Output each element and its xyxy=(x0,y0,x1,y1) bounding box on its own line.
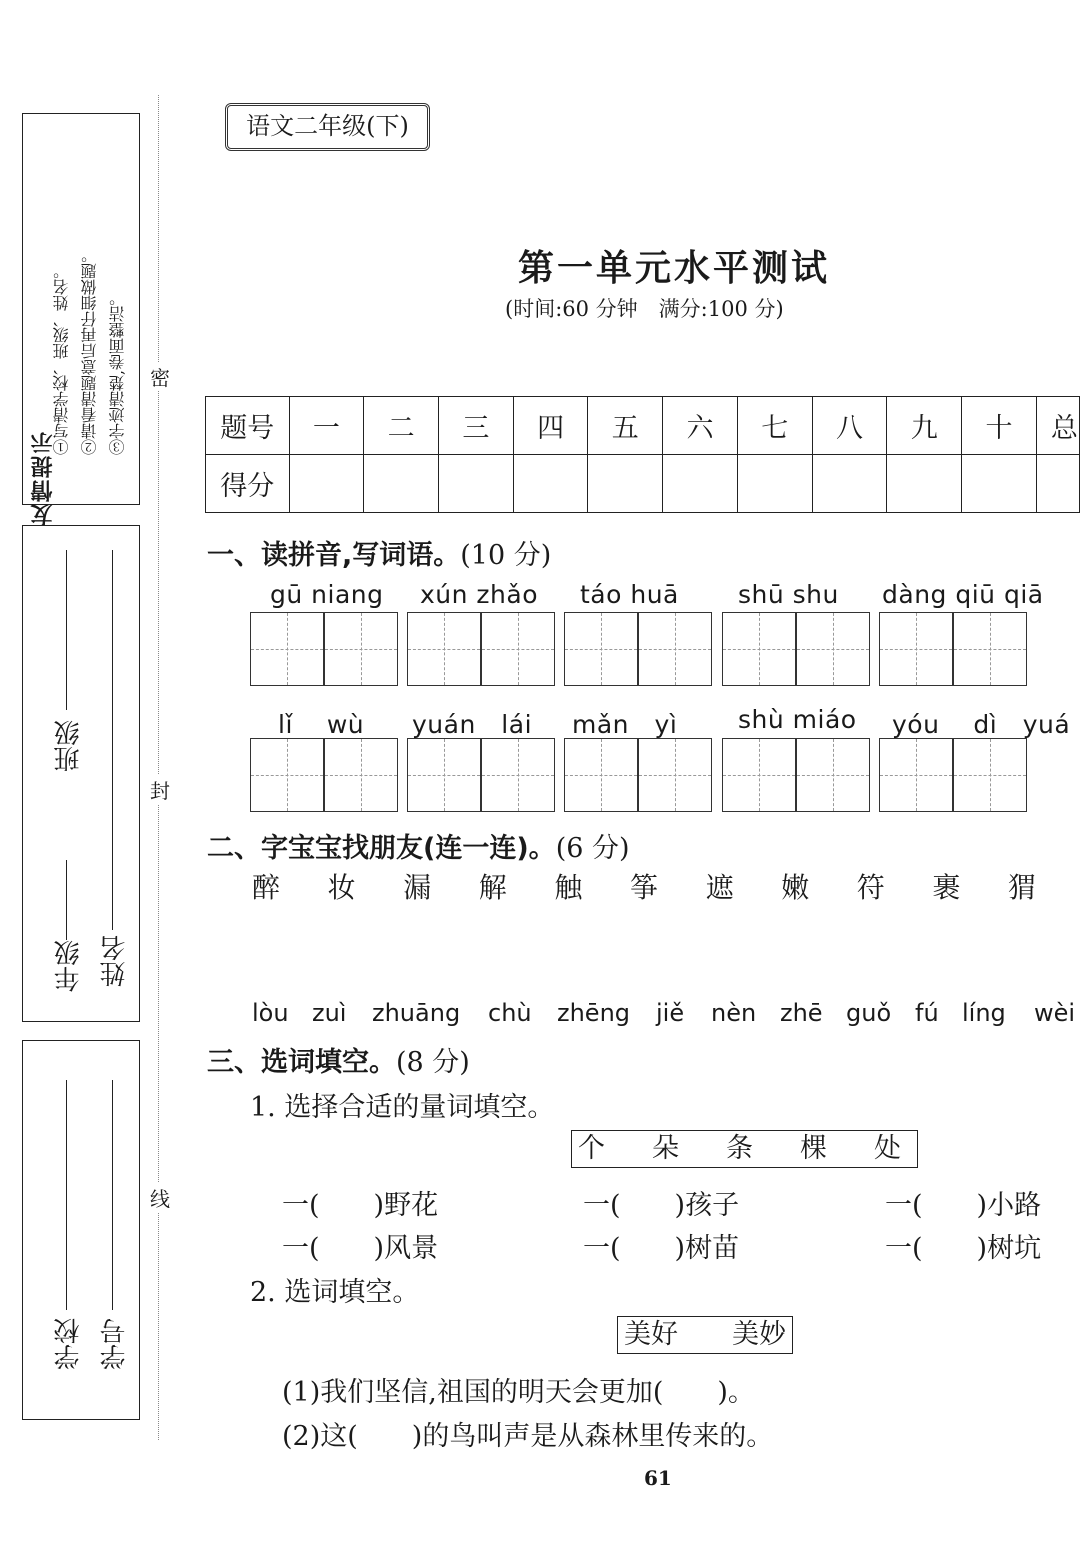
section1-title xyxy=(207,533,551,572)
pinyin-r2-2: mǎn yì xyxy=(572,710,678,739)
tip-3: ③字迹清楚,卷面整洁。 xyxy=(108,289,127,455)
writing-cell[interactable] xyxy=(722,612,796,686)
writing-cell[interactable] xyxy=(564,612,638,686)
score-cell[interactable] xyxy=(962,455,1037,513)
score-cell[interactable] xyxy=(289,455,364,513)
pinyin-r1-0: gū niang xyxy=(270,580,384,609)
match-pinyin[interactable]: jiě xyxy=(656,999,685,1027)
match-pinyin[interactable]: zhuāng xyxy=(372,999,461,1027)
header-tag-text: 语文二年级(下) xyxy=(246,112,409,140)
seal-mi: 密 xyxy=(150,362,170,391)
section3-q2-options: 美好 美妙 xyxy=(617,1316,793,1354)
school-line xyxy=(66,1080,67,1310)
match-char[interactable]: 解 xyxy=(478,871,507,904)
match-char[interactable]: 嫩 xyxy=(781,871,810,904)
score-col: 五 xyxy=(588,397,663,455)
header-tag xyxy=(225,103,430,151)
page-number: 61 xyxy=(644,1466,672,1490)
match-char[interactable]: 筝 xyxy=(630,871,659,904)
writing-cell[interactable] xyxy=(953,738,1027,812)
score-cell[interactable] xyxy=(812,455,887,513)
score-cell[interactable] xyxy=(737,455,812,513)
score-cell[interactable] xyxy=(588,455,663,513)
score-cell[interactable] xyxy=(1036,455,1079,513)
fill-item-2[interactable]: (2)这( )的鸟叫声是从森林里传来的。 xyxy=(282,1421,774,1452)
seal-xian: 线 xyxy=(150,1183,170,1212)
number-line xyxy=(112,1080,113,1310)
writing-cell[interactable] xyxy=(879,612,953,686)
pinyin-r1-1: xún zhǎo xyxy=(420,580,539,609)
grade-line xyxy=(66,860,67,940)
match-char[interactable]: 裹 xyxy=(932,871,961,904)
writing-cell[interactable] xyxy=(407,738,481,812)
score-table-header-row xyxy=(206,397,1080,455)
score-col: 四 xyxy=(513,397,588,455)
measure-item-3[interactable]: 一( )小路 xyxy=(885,1190,1042,1221)
score-cell[interactable] xyxy=(438,455,513,513)
score-col: 九 xyxy=(887,397,962,455)
measure-item-5[interactable]: 一( )树苗 xyxy=(583,1233,740,1264)
seal-dotted-line xyxy=(158,95,159,1440)
match-pinyin[interactable]: líng xyxy=(962,999,1006,1027)
class-line xyxy=(66,550,67,710)
school-label: 学校 xyxy=(54,1318,84,1370)
section3-title xyxy=(207,1040,470,1079)
section3-points: (8 分) xyxy=(396,1047,470,1078)
score-cell[interactable] xyxy=(663,455,738,513)
score-table-row2-label: 得分 xyxy=(206,455,290,513)
fill-item-1[interactable]: (1)我们坚信,祖国的明天会更加( )。 xyxy=(282,1377,755,1408)
writing-cell[interactable] xyxy=(638,738,712,812)
match-char[interactable]: 符 xyxy=(856,871,885,904)
section3-q2-title: 2. 选词填空。 xyxy=(250,1277,420,1308)
score-col: 三 xyxy=(438,397,513,455)
grade-label: 年级 xyxy=(54,940,84,992)
score-cell[interactable] xyxy=(887,455,962,513)
seal-feng: 封 xyxy=(150,775,170,804)
match-char[interactable]: 漏 xyxy=(403,871,432,904)
pinyin-r2-1: yuán lái xyxy=(412,710,533,739)
match-pinyin[interactable]: fú xyxy=(915,999,939,1027)
writing-cell[interactable] xyxy=(407,612,481,686)
pinyin-r1-4: dàng qiū qiā xyxy=(882,580,1044,609)
page-title: 第一单元水平测试 xyxy=(518,248,831,289)
section1-points: (10 分) xyxy=(460,540,552,571)
writing-cell[interactable] xyxy=(722,738,796,812)
writing-cell[interactable] xyxy=(250,612,324,686)
match-pinyin[interactable]: zuì xyxy=(312,999,347,1027)
measure-item-6[interactable]: 一( )树坑 xyxy=(885,1233,1042,1264)
pinyin-r1-3: shū shu xyxy=(738,580,839,609)
writing-cell[interactable] xyxy=(953,612,1027,686)
match-pinyin[interactable]: wèi xyxy=(1034,999,1076,1027)
writing-cell[interactable] xyxy=(796,738,870,812)
pinyin-r1-2: táo huā xyxy=(580,580,679,609)
score-col: 一 xyxy=(289,397,364,455)
match-char[interactable]: 妆 xyxy=(327,871,356,904)
score-col: 七 xyxy=(737,397,812,455)
score-table xyxy=(205,396,1080,513)
writing-cell[interactable] xyxy=(324,612,398,686)
score-col: 二 xyxy=(364,397,439,455)
match-pinyin[interactable]: zhē xyxy=(780,999,823,1027)
writing-cell[interactable] xyxy=(796,612,870,686)
writing-cell[interactable] xyxy=(481,738,555,812)
measure-item-1[interactable]: 一( )野花 xyxy=(282,1190,439,1221)
tips-title: 友情提示 xyxy=(31,430,56,526)
name-label: 姓名 xyxy=(100,935,130,987)
score-cell[interactable] xyxy=(364,455,439,513)
section3-q1-title: 1. 选择合适的量词填空。 xyxy=(250,1092,555,1123)
score-table-row1-label: 题号 xyxy=(206,397,290,455)
match-char[interactable]: 触 xyxy=(554,871,583,904)
match-char[interactable]: 醉 xyxy=(252,871,281,904)
section3-q1-options: 个 朵 条 棵 处 xyxy=(571,1130,918,1168)
match-pinyin[interactable]: guǒ xyxy=(846,999,892,1027)
writing-cell[interactable] xyxy=(564,738,638,812)
section3-title-text: 三、选词填空。 xyxy=(207,1047,396,1078)
measure-item-4[interactable]: 一( )风景 xyxy=(282,1233,439,1264)
score-table-score-row xyxy=(206,455,1080,513)
measure-item-2[interactable]: 一( )孩子 xyxy=(583,1190,740,1221)
match-pinyin[interactable]: zhēng xyxy=(557,999,631,1027)
match-pinyin[interactable]: nèn xyxy=(711,999,757,1027)
match-pinyin[interactable]: chù xyxy=(488,999,532,1027)
pinyin-r2-4: yóu dì yuá xyxy=(892,710,1071,739)
tip-1: ①写清学校、班级、姓名。 xyxy=(52,263,71,455)
score-cell[interactable] xyxy=(513,455,588,513)
score-col: 十 xyxy=(962,397,1037,455)
tip-2: ②请看清题意后再仔细做题。 xyxy=(80,247,99,455)
number-label: 学号 xyxy=(100,1318,130,1370)
match-char[interactable]: 遮 xyxy=(705,871,734,904)
writing-cell[interactable] xyxy=(250,738,324,812)
writing-cell[interactable] xyxy=(879,738,953,812)
match-char[interactable]: 猬 xyxy=(1008,871,1037,904)
pinyin-r2-0: lǐ wù xyxy=(278,710,365,739)
match-pinyin[interactable]: lòu xyxy=(252,999,289,1027)
section2-title xyxy=(207,826,630,865)
section1-title-text: 一、读拼音,写词语。 xyxy=(207,540,461,571)
name-line xyxy=(112,550,113,930)
writing-cell[interactable] xyxy=(481,612,555,686)
section2-points: (6 分) xyxy=(555,833,630,864)
page-subtitle: (时间:60 分钟 满分:100 分) xyxy=(505,297,784,321)
score-col: 八 xyxy=(812,397,887,455)
writing-cell[interactable] xyxy=(324,738,398,812)
section2-title-text: 二、字宝宝找朋友(连一连)。 xyxy=(207,833,556,864)
score-col-total: 总 xyxy=(1036,397,1079,455)
writing-cell[interactable] xyxy=(638,612,712,686)
score-col: 六 xyxy=(663,397,738,455)
class-label: 班级 xyxy=(54,720,84,772)
pinyin-r2-3: shù miáo xyxy=(738,705,857,734)
